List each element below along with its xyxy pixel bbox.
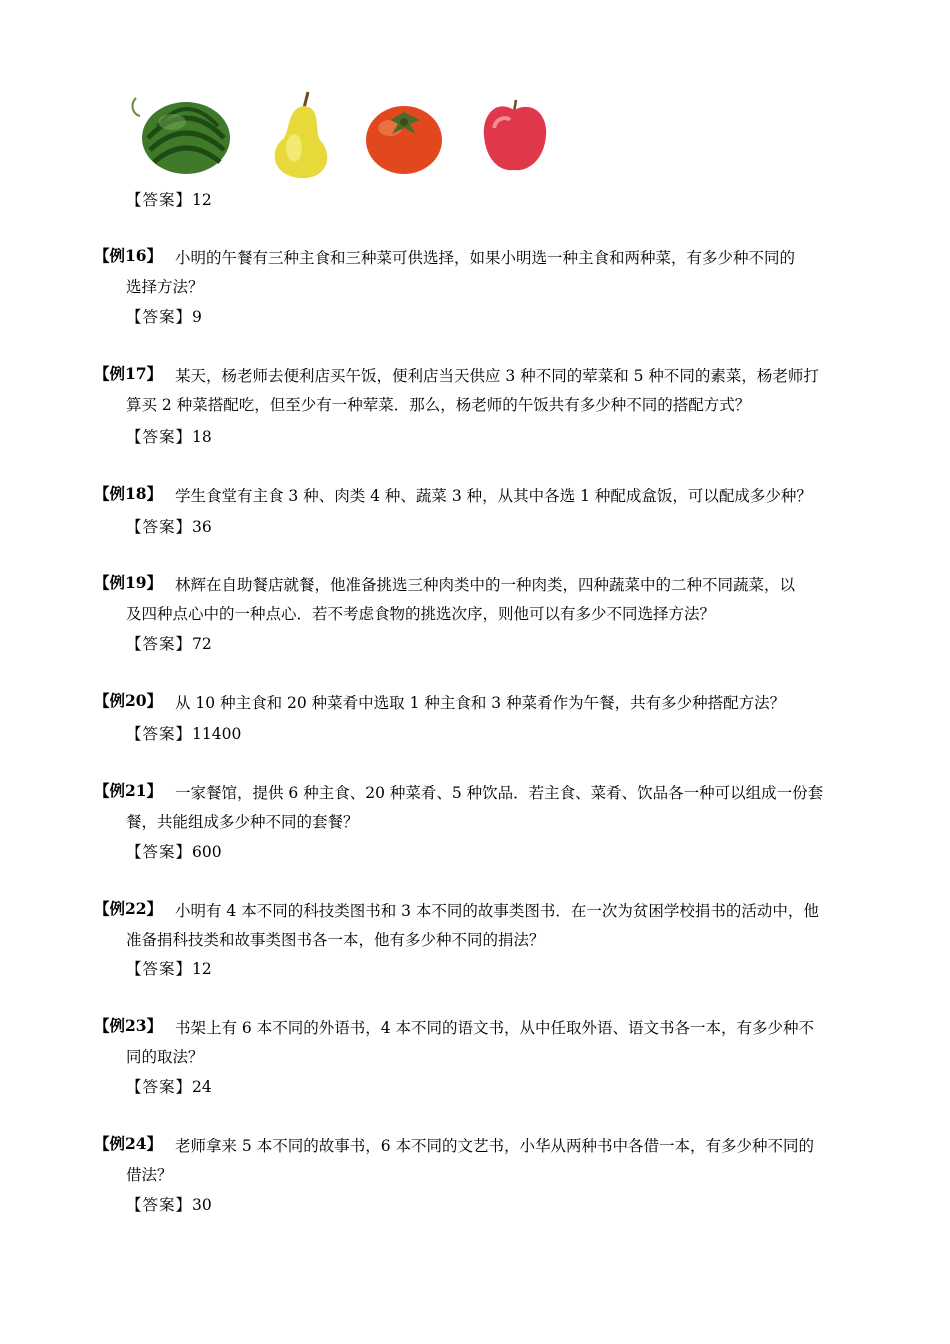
example-question bbox=[175, 482, 864, 511]
question-line: 选择方法？ bbox=[126, 278, 204, 296]
answer-tag: 【答案】 bbox=[126, 1196, 193, 1214]
answer-21 bbox=[126, 840, 222, 862]
example-24 bbox=[94, 1132, 864, 1190]
example-20 bbox=[94, 689, 864, 718]
question-line: 书架上有 6 本不同的外语书，4 本不同的语文书，从中任取外语、语文书各一本，有多少种不 bbox=[175, 1019, 815, 1037]
fruit-row bbox=[128, 88, 568, 184]
question-line: 从 10 种主食和 20 种菜肴中选取 1 种主食和 3 种菜肴作为午餐，共有多少种搭配方法？ bbox=[175, 694, 786, 712]
answer-value: 24 bbox=[192, 1078, 212, 1096]
example-19 bbox=[94, 571, 864, 629]
answer-23 bbox=[126, 1075, 212, 1097]
example-label: 【例16】 bbox=[94, 246, 163, 265]
answer-22 bbox=[126, 957, 212, 979]
answer-19 bbox=[126, 632, 212, 654]
example-label: 【例18】 bbox=[94, 484, 163, 503]
answer-value: 12 bbox=[192, 191, 212, 209]
example-22 bbox=[94, 897, 864, 955]
question-line: 及四种点心中的一种点心．若不考虑食物的挑选次序，则他可以有多少不同选择方法？ bbox=[126, 605, 716, 623]
answer-value: 12 bbox=[192, 960, 212, 978]
answer-value: 36 bbox=[192, 518, 212, 536]
example-label: 【例19】 bbox=[94, 573, 163, 592]
answer-tag: 【答案】 bbox=[126, 518, 193, 536]
answer-value: 9 bbox=[192, 308, 202, 326]
persimmon-icon bbox=[366, 106, 442, 174]
top-answer bbox=[126, 188, 212, 210]
question-line: 学生食堂有主食 3 种、肉类 4 种、蔬菜 3 种，从其中各选 1 种配成盒饭，可以配成多少种？ bbox=[175, 487, 812, 505]
answer-value: 72 bbox=[192, 635, 212, 653]
answer-18 bbox=[126, 515, 212, 537]
answer-value: 11400 bbox=[192, 725, 242, 743]
fruit-images bbox=[128, 88, 568, 184]
apple-icon bbox=[484, 100, 546, 170]
question-line: 林辉在自助餐店就餐，他准备挑选三种肉类中的一种肉类，四种蔬菜中的二种不同蔬菜，以 bbox=[175, 576, 796, 594]
question-line: 小明的午餐有三种主食和三种菜可供选择，如果小明选一种主食和两种菜，有多少种不同的 bbox=[175, 249, 796, 267]
answer-value: 18 bbox=[192, 428, 212, 446]
question-line: 准备捐科技类和故事类图书各一本，他有多少种不同的捐法？ bbox=[126, 931, 545, 949]
example-label: 【例22】 bbox=[94, 899, 163, 918]
watermelon-icon bbox=[133, 98, 230, 174]
answer-tag: 【答案】 bbox=[126, 725, 193, 743]
answer-value: 30 bbox=[192, 1196, 212, 1214]
answer-24 bbox=[126, 1193, 212, 1215]
question-line: 小明有 4 本不同的科技类图书和 3 本不同的故事类图书．在一次为贫困学校捐书的活动中，他 bbox=[175, 902, 819, 920]
pear-icon bbox=[275, 92, 328, 178]
question-line: 某天，杨老师去便利店买午饭，便利店当天供应 3 种不同的荤菜和 5 种不同的素菜，杨老师打 bbox=[175, 367, 819, 385]
answer-value: 600 bbox=[192, 843, 222, 861]
answer-tag: 【答案】 bbox=[126, 843, 193, 861]
answer-16 bbox=[126, 305, 202, 327]
answer-17 bbox=[126, 425, 212, 447]
answer-tag: 【答案】 bbox=[126, 960, 193, 978]
example-17 bbox=[94, 362, 864, 420]
answer-tag: 【答案】 bbox=[126, 308, 193, 326]
answer-tag: 【答案】 bbox=[126, 1078, 193, 1096]
example-label: 【例20】 bbox=[94, 691, 163, 710]
example-question bbox=[175, 689, 864, 718]
question-line: 借法？ bbox=[126, 1166, 173, 1184]
answer-tag: 【答案】 bbox=[126, 428, 193, 446]
question-line: 老师拿来 5 本不同的故事书，6 本不同的文艺书，小华从两种书中各借一本，有多少种不同的 bbox=[175, 1137, 815, 1155]
example-18 bbox=[94, 482, 864, 511]
question-line: 餐，共能组成多少种不同的套餐？ bbox=[126, 813, 359, 831]
question-line: 同的取法？ bbox=[126, 1048, 204, 1066]
question-line: 算买 2 种菜搭配吃，但至少有一种荤菜．那么，杨老师的午饭共有多少种不同的搭配方式？ bbox=[126, 396, 751, 414]
answer-tag: 【答案】 bbox=[126, 635, 193, 653]
example-label: 【例21】 bbox=[94, 781, 163, 800]
answer-20 bbox=[126, 722, 241, 744]
example-label: 【例23】 bbox=[94, 1016, 163, 1035]
example-16 bbox=[94, 244, 864, 302]
example-21 bbox=[94, 779, 864, 837]
answer-tag: 【答案】 bbox=[126, 191, 193, 209]
example-label: 【例17】 bbox=[94, 364, 163, 383]
example-label: 【例24】 bbox=[94, 1134, 163, 1153]
question-line: 一家餐馆，提供 6 种主食、20 种菜肴、5 种饮品．若主食、菜肴、饮品各一种可以组成一份套 bbox=[175, 784, 824, 802]
example-23 bbox=[94, 1014, 864, 1072]
